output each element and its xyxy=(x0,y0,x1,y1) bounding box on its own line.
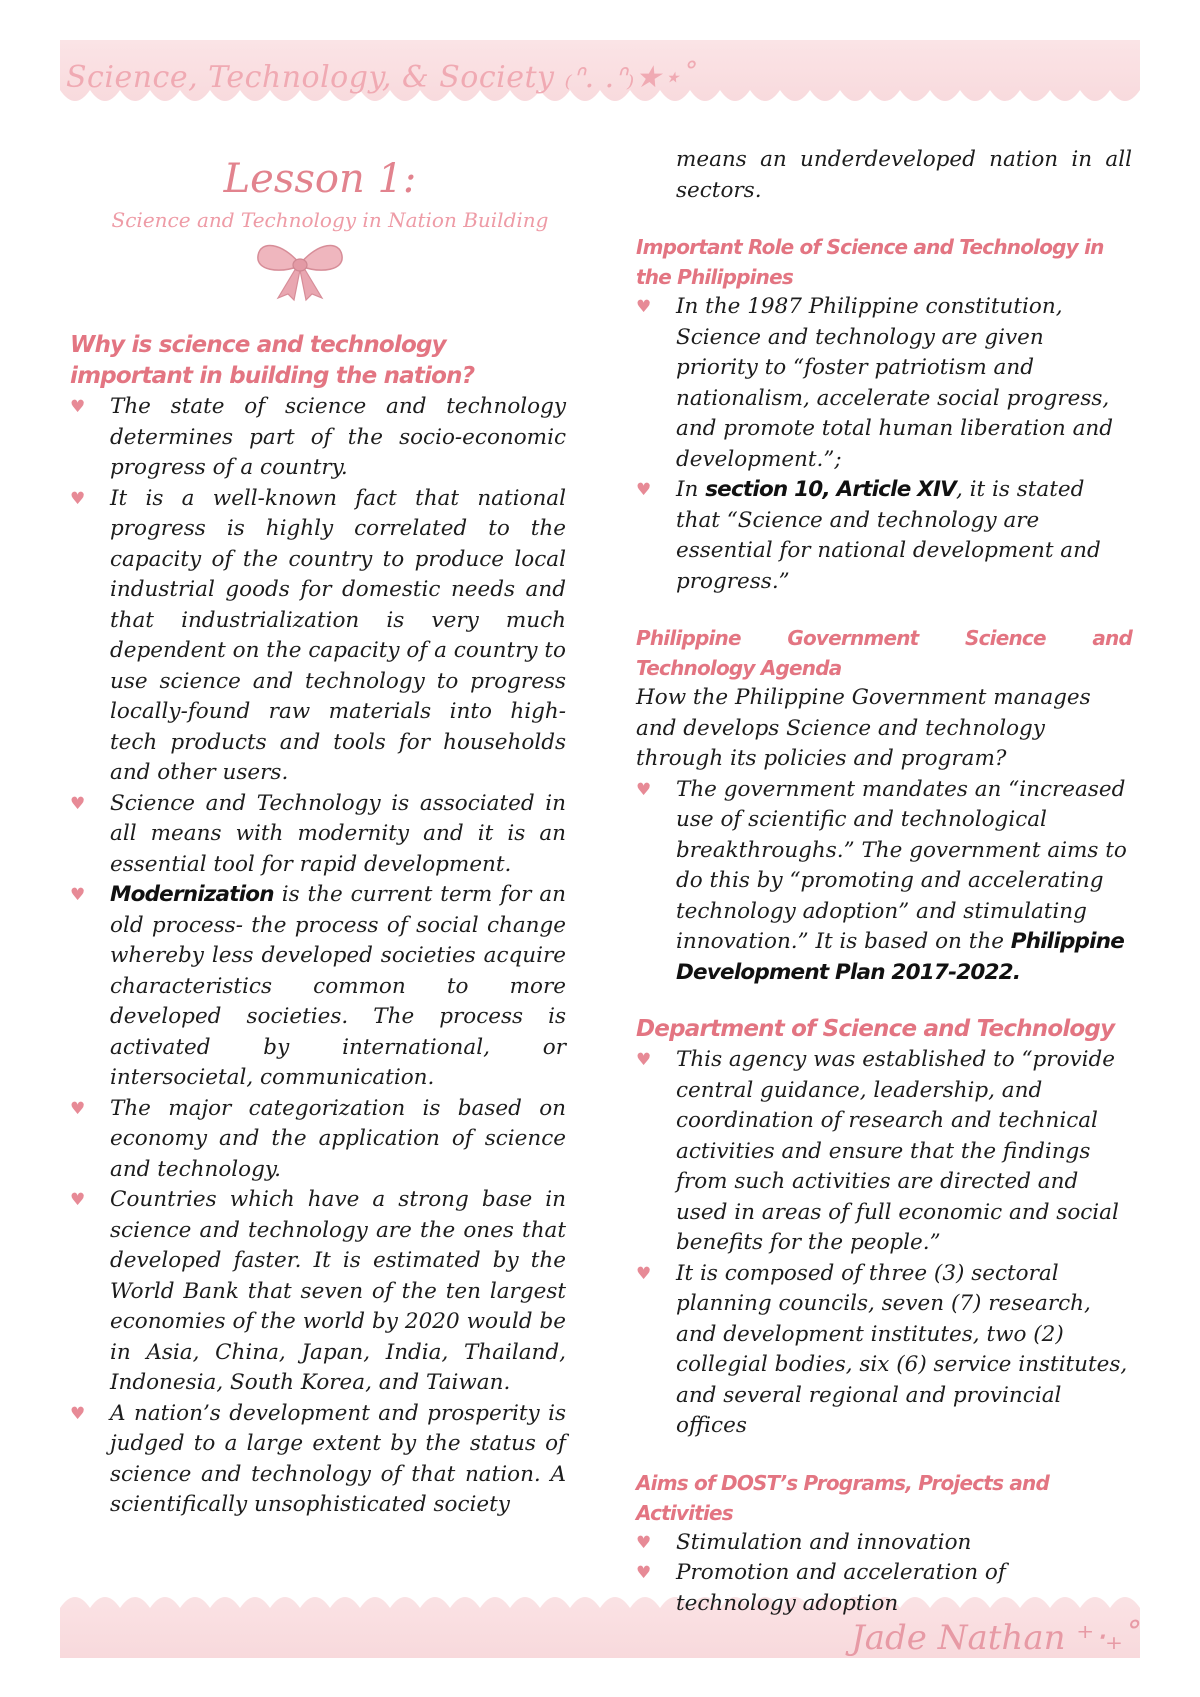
list-item xyxy=(70,392,566,484)
heart-bullet-icon: ♥ xyxy=(70,1403,86,1424)
heart-bullet-icon: ♥ xyxy=(636,297,652,317)
list-item xyxy=(636,475,1132,597)
bold-term: Modernization xyxy=(110,882,274,907)
heart-bullet-icon: ♥ xyxy=(70,793,86,814)
bullet-list xyxy=(636,1045,1132,1442)
bullet-list xyxy=(636,292,1132,597)
bullet-text: Stimulation and innovation xyxy=(676,1529,972,1555)
heart-bullet-icon: ♥ xyxy=(70,885,86,905)
list-item xyxy=(636,1259,1132,1442)
list-item xyxy=(70,789,566,881)
heart-bullet-icon: ♥ xyxy=(636,1050,652,1070)
bullet-text: This agency was established to “provide central guidance, leadership, and coordination of research and technical activities and ensure that the findings from such activities are directed and used in areas of full economic and social benefits for the people.” xyxy=(676,1047,1119,1255)
section-heading: Important Role of Science and Technology in the Philippines xyxy=(636,235,1104,289)
bullet-text: The state of science and technology determines part of the socio-economic progress of a country. xyxy=(110,394,566,480)
list-item xyxy=(70,880,566,1094)
bullet-text: The government mandates an “increased use of scientific and technological breakthroughs.” The government aims to do this by “promoting and accelerating technology adoption” and stimulating innovation.” It is based on the xyxy=(676,776,1127,954)
list-item xyxy=(70,1399,566,1521)
heart-bullet-icon: ♥ xyxy=(636,1532,652,1553)
bold-term: Philippine Development Plan 2017-2022. xyxy=(676,929,1124,985)
bullet-list xyxy=(70,392,566,1521)
heart-bullet-icon: ♥ xyxy=(636,1563,652,1583)
section-heading: Department of Science and Technology xyxy=(636,1016,1115,1042)
list-item xyxy=(636,1045,1132,1259)
lesson-title: Lesson 1: xyxy=(223,156,417,202)
bullet-text: In the 1987 Philippine constitution, Science and technology are given priority to “foster patriotism and nationalism, accelerate social progress, and promote total human liberation and development.”; xyxy=(676,294,1114,472)
bullet-text: Countries which have a strong base in science and technology are the ones that developed faster. It is estimated by the World Bank that seven of the ten largest economies of the world by 2020 would be in Asia, China, Japan, India, Thailand, Indonesia, South Korea, and Taiwan. xyxy=(110,1187,566,1395)
bullet-text: The major categorization is based on economy and the application of science and technology. xyxy=(110,1095,566,1182)
bullet-text: is the current term for an old process- the process of social change whereby less developed societies acquire characteristics common to more developed societies. The process is activated by international, or intersocietal, communication. xyxy=(110,882,566,1090)
bullet-text: In xyxy=(676,477,706,502)
header-title: Science, Technology, & Society ₍ᐢ. .ᐢ₎★⋆˚ xyxy=(66,60,697,95)
section-heading: Philippine Government Science and Technology Agenda xyxy=(636,626,1132,680)
list-item xyxy=(70,1094,566,1186)
right-column xyxy=(636,145,1132,1619)
section-heading: Aims of DOST’s Programs, Projects and Activities xyxy=(636,1470,1049,1525)
bullet-text: Promotion and acceleration of technology adoption xyxy=(676,1560,1006,1616)
bullet-list xyxy=(636,1528,1132,1620)
continued-list xyxy=(636,145,1132,206)
section-heading: Why is science and technology important in building the nation? xyxy=(70,332,475,389)
list-item xyxy=(70,484,566,789)
bullet-text: means an underdeveloped nation in all sectors. xyxy=(676,147,1132,203)
heart-bullet-icon: ♥ xyxy=(70,488,86,509)
author-signature: Jade Nathan ⁺‧₊˚ xyxy=(851,1618,1140,1658)
bullet-text: It is a well-known fact that national progress is highly correlated to the capacity of the country to produce local industrial goods for domestic needs and that industrialization is very much dependent on the capacity of a country to use science and technology to progress locally-found raw materials into high-tech products and tools for households and other users. xyxy=(110,485,566,785)
list-item xyxy=(636,1528,1132,1559)
heart-bullet-icon: ♥ xyxy=(70,397,86,417)
list-item xyxy=(636,775,1132,989)
bullet-text: It is composed of three (3) sectoral planning councils, seven (7) research, and development institutes, two (2) collegial bodies, six (6) service institutes, and several regional and provincial offices xyxy=(676,1260,1128,1438)
bullet-text: A nation’s development and prosperity is judged to a large extent by the status of science and technology of that nation. A scientifically unsophisticated society xyxy=(110,1400,566,1517)
list-item xyxy=(636,292,1132,475)
left-column xyxy=(70,330,566,1521)
list-item xyxy=(70,1185,566,1399)
heart-bullet-icon: ♥ xyxy=(70,1098,86,1119)
ribbon-bow-icon xyxy=(252,236,348,302)
heart-bullet-icon: ♥ xyxy=(636,779,652,800)
bullet-text: , it is stated that “Science and technology are essential for national development and progress.” xyxy=(676,477,1101,594)
bold-term: section 10, Article XIV xyxy=(705,477,956,502)
heart-bullet-icon: ♥ xyxy=(636,1263,652,1284)
bullet-text: Science and Technology is associated in all means with modernity and it is an essential tool for rapid development. xyxy=(110,790,566,877)
heart-bullet-icon: ♥ xyxy=(636,480,652,500)
section-intro: How the Philippine Government manages and develops Science and technology through its policies and program? xyxy=(636,685,1091,771)
bullet-list xyxy=(636,775,1132,989)
list-item xyxy=(636,1558,1132,1619)
list-item-continued xyxy=(636,145,1132,206)
heart-bullet-icon: ♥ xyxy=(70,1190,86,1210)
lesson-subtitle: Science and Technology in Nation Building xyxy=(111,208,549,232)
